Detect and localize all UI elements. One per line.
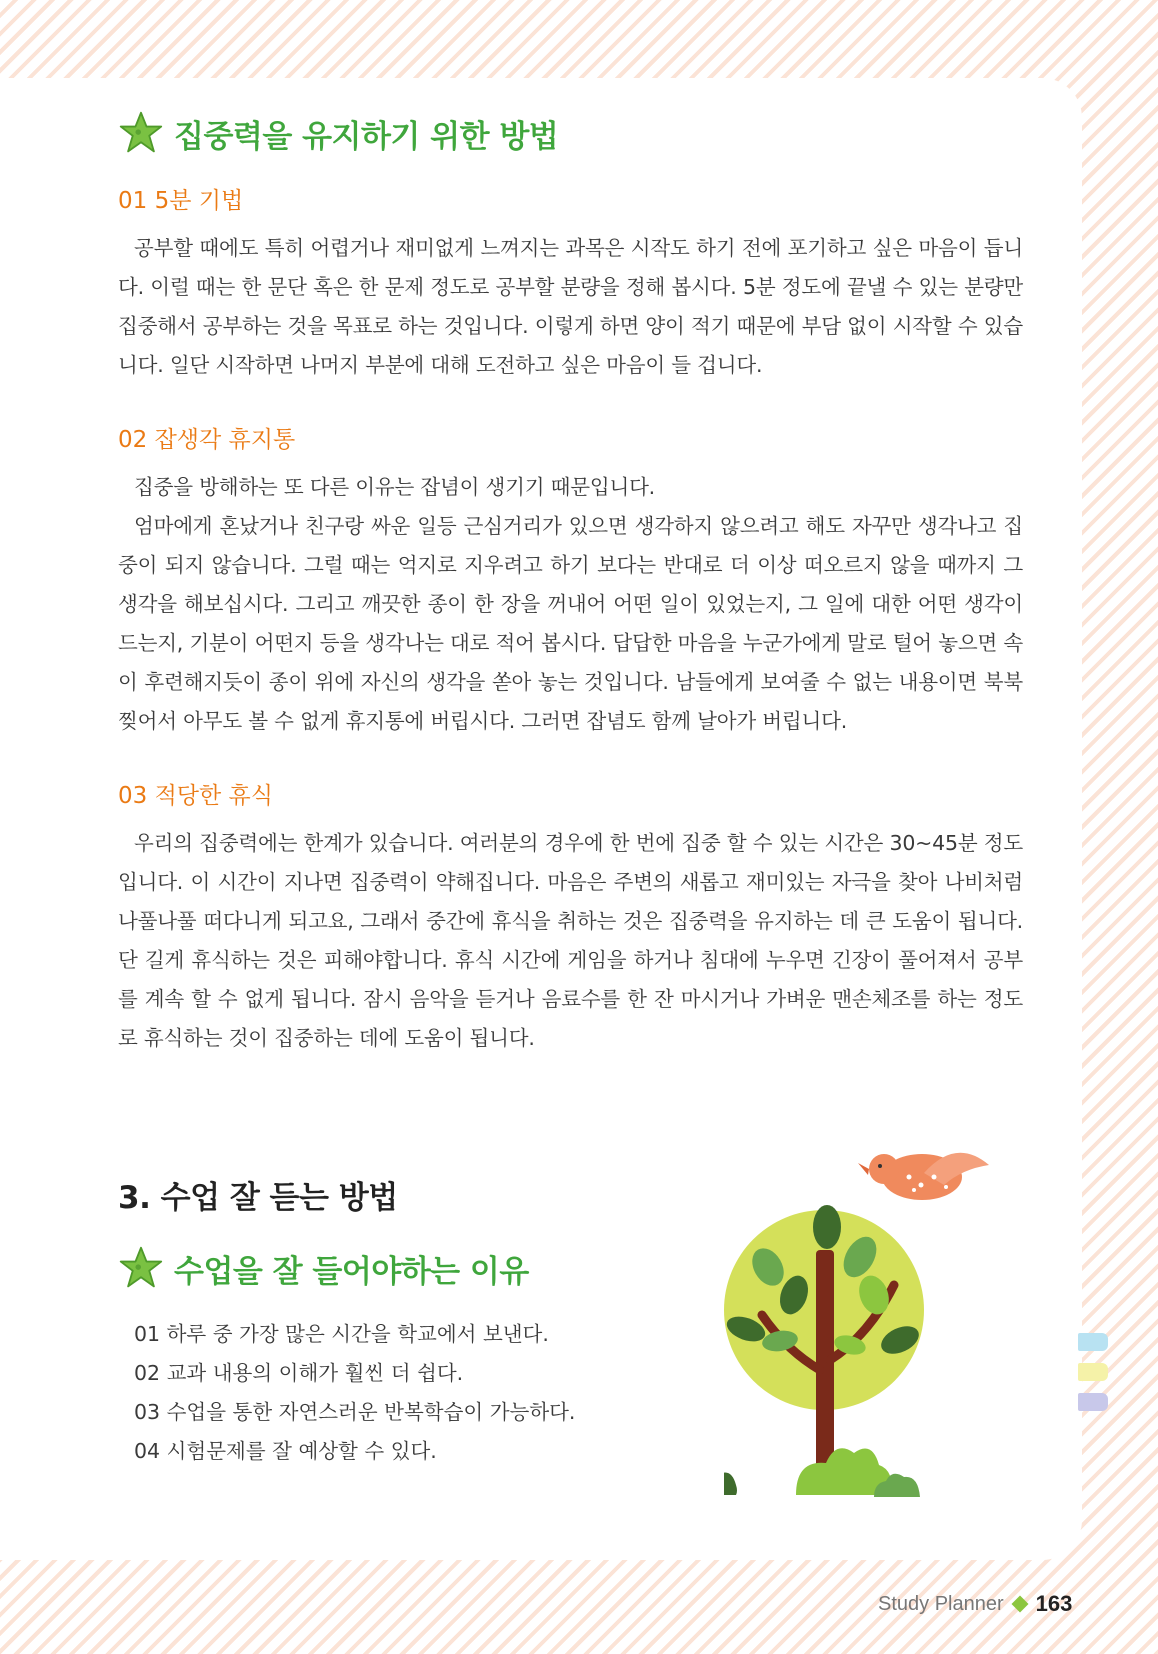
reasons-list	[134, 1315, 575, 1471]
section-title: 집중력을 유지하기 위한 방법	[174, 118, 559, 155]
star-icon	[118, 110, 164, 156]
diamond-icon	[1011, 1596, 1028, 1613]
list-item: 01 하루 중 가장 많은 시간을 학교에서 보낸다.	[134, 1322, 549, 1346]
bird-icon	[858, 1153, 989, 1200]
footer-label: Study Planner	[878, 1592, 1004, 1615]
item-paragraph: 집중을 방해하는 또 다른 이유는 잡념이 생기기 때문입니다.	[134, 475, 656, 499]
item-label: 01 5분 기법	[118, 188, 244, 214]
list-item: 03 수업을 통한 자연스러운 반복학습이 가능하다.	[134, 1400, 576, 1424]
section-3-subtitle: 수업을 잘 들어야하는 이유	[174, 1253, 529, 1290]
item-label: 03 적당한 휴식	[118, 783, 273, 809]
tree-illustration	[724, 1135, 1014, 1515]
side-tabs	[1078, 1333, 1108, 1423]
main-content	[118, 110, 1023, 1058]
item-label: 02 잡생각 휴지통	[118, 427, 296, 453]
page-footer	[878, 1591, 1072, 1617]
star-icon	[118, 1245, 164, 1291]
item-paragraph: 엄마에게 혼났거나 친구랑 싸운 일등 근심거리가 있으면 생각하지 않으려고 해도 자꾸만 생각나고 집중이 되지 않습니다. 그럴 때는 억지로 지우려고 하기 보다는 반대로 더 이상 떠오르지 않을 때까지 그 생각을 해보십시다. 그리고 깨끗한 종이 한 장을 꺼내어 어떤 일이 있었는지, 그 일에 대한 어떤 생각이 드는지, 기분이 어떤지 등을 생각나는 대로 적어 봅시다. 답답한 마음을 누군가에게 말로 털어 놓으면 속이 후련해지듯이 종이 위에 자신의 생각을 쏟아 놓는 것입니다. 남들에게 보여줄 수 없는 내용이면 북북 찢어서 아무도 볼 수 없게 휴지통에 버립시다. 그러면 잡념도 함께 날아가 버립니다.	[118, 514, 1023, 733]
list-item: 04 시험문제를 잘 예상할 수 있다.	[134, 1439, 437, 1463]
item-paragraph: 공부할 때에도 특히 어렵거나 재미없게 느껴지는 과목은 시작도 하기 전에 포기하고 싶은 마음이 듭니다. 이럴 때는 한 문단 혹은 한 문제 정도로 공부할 분량을 정해 봅시다. 5분 정도에 끝낼 수 있는 분량만 집중해서 공부하는 것을 목표로 하는 것입니다. 이렇게 하면 양이 적기 때문에 부담 없이 시작할 수 있습니다. 일단 시작하면 나머지 부분에 대해 도전하고 싶은 마음이 들 겁니다.	[118, 236, 1023, 377]
list-item: 02 교과 내용의 이해가 훨씬 더 쉽다.	[134, 1361, 464, 1385]
side-tab-yellow	[1078, 1363, 1108, 1381]
side-tab-blue	[1078, 1333, 1108, 1351]
section-heading	[118, 110, 1023, 156]
page-number: 163	[1035, 1591, 1073, 1616]
side-tab-purple	[1078, 1393, 1108, 1411]
item-paragraph: 우리의 집중력에는 한계가 있습니다. 여러분의 경우에 한 번에 집중 할 수 있는 시간은 30~45분 정도입니다. 이 시간이 지나면 집중력이 약해집니다. 마음은 주변의 새롭고 재미있는 자극을 찾아 나비처럼 나풀나풀 떠다니게 되고요, 그래서 중간에 휴식을 취하는 것은 집중력을 유지하는 데 큰 도움이 됩니다. 단 길게 휴식하는 것은 피해야합니다. 휴식 시간에 게임을 하거나 침대에 누우면 긴장이 풀어져서 공부를 계속 할 수 없게 됩니다. 잠시 음악을 듣거나 음료수를 한 잔 마시거나 가벼운 맨손체조를 하는 정도로 휴식하는 것이 집중하는 데에 도움이 됩니다.	[118, 831, 1023, 1050]
section-3-title: 3. 수업 잘 듣는 방법	[118, 1180, 398, 1216]
section-3-subheading	[118, 1245, 529, 1291]
